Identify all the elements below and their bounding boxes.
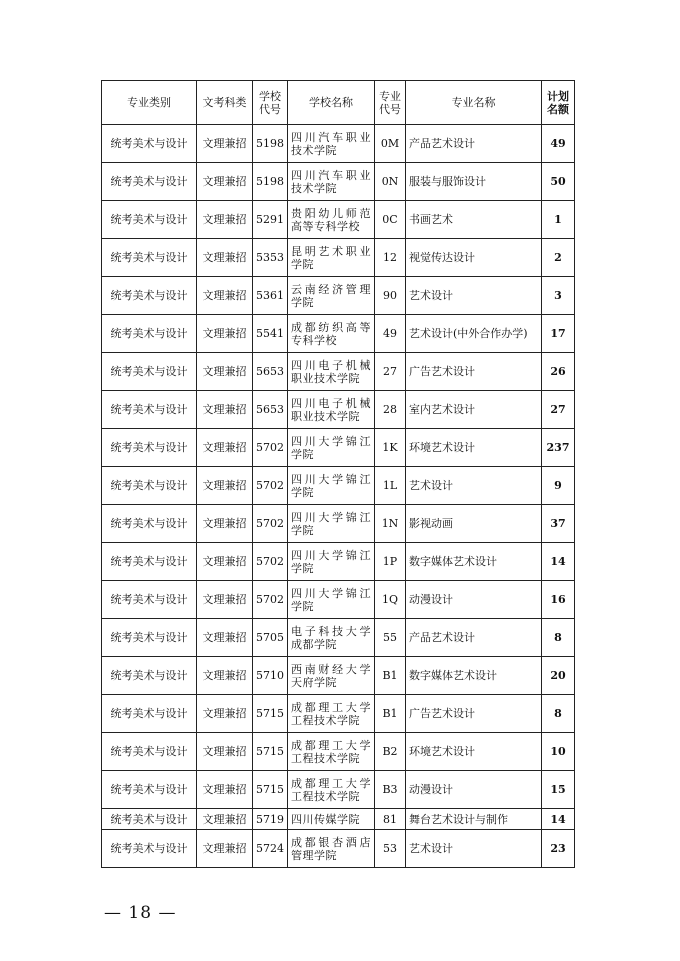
- row-subject: 文理兼招: [197, 163, 253, 201]
- row-major-code: B1: [375, 695, 406, 733]
- header-row: [102, 81, 575, 125]
- row-major-code: 27: [375, 353, 406, 391]
- row-school-name: 四川汽车职业技术学院: [288, 163, 375, 201]
- table-row: [102, 505, 575, 543]
- row-school-code: 5353: [253, 239, 288, 277]
- row-category: 统考美术与设计: [102, 201, 197, 239]
- row-school-code: 5702: [253, 505, 288, 543]
- row-major-code: 81: [375, 809, 406, 830]
- row-subject: 文理兼招: [197, 543, 253, 581]
- row-major-code: 1Q: [375, 581, 406, 619]
- row-major-code: 1N: [375, 505, 406, 543]
- row-major-code: B3: [375, 771, 406, 809]
- table-row: [102, 771, 575, 809]
- row-major-name: 艺术设计: [406, 467, 542, 505]
- row-major-code: 0N: [375, 163, 406, 201]
- row-school-code: 5715: [253, 771, 288, 809]
- row-subject: 文理兼招: [197, 695, 253, 733]
- row-subject: 文理兼招: [197, 277, 253, 315]
- row-subject: 文理兼招: [197, 809, 253, 830]
- row-school-name: 四川大学锦江学院: [288, 429, 375, 467]
- row-subject: 文理兼招: [197, 429, 253, 467]
- row-category: 统考美术与设计: [102, 429, 197, 467]
- header-major-code: 专业代号: [375, 81, 406, 125]
- row-subject: 文理兼招: [197, 619, 253, 657]
- row-school-name: 成都理工大学工程技术学院: [288, 771, 375, 809]
- row-school-code: 5702: [253, 467, 288, 505]
- row-school-code: 5715: [253, 695, 288, 733]
- row-quota: 17: [542, 315, 575, 353]
- row-major-name: 动漫设计: [406, 771, 542, 809]
- row-quota: 50: [542, 163, 575, 201]
- row-school-code: 5715: [253, 733, 288, 771]
- header-category: 专业类别: [102, 81, 197, 125]
- row-major-code: 55: [375, 619, 406, 657]
- row-school-name: 四川大学锦江学院: [288, 467, 375, 505]
- row-subject: 文理兼招: [197, 315, 253, 353]
- row-category: 统考美术与设计: [102, 163, 197, 201]
- row-category: 统考美术与设计: [102, 619, 197, 657]
- row-subject: 文理兼招: [197, 581, 253, 619]
- row-quota: 8: [542, 619, 575, 657]
- row-major-code: 28: [375, 391, 406, 429]
- row-major-code: 53: [375, 830, 406, 868]
- row-school-name: 成都理工大学工程技术学院: [288, 733, 375, 771]
- row-subject: 文理兼招: [197, 505, 253, 543]
- row-school-name: 四川大学锦江学院: [288, 543, 375, 581]
- table-row: [102, 619, 575, 657]
- row-category: 统考美术与设计: [102, 353, 197, 391]
- row-category: 统考美术与设计: [102, 733, 197, 771]
- table-row: [102, 315, 575, 353]
- row-major-name: 舞台艺术设计与制作: [406, 809, 542, 830]
- page-number: — 18 —: [104, 903, 177, 923]
- row-school-code: 5198: [253, 163, 288, 201]
- row-major-name: 书画艺术: [406, 201, 542, 239]
- row-school-code: 5541: [253, 315, 288, 353]
- table-row: [102, 809, 575, 830]
- row-school-code: 5724: [253, 830, 288, 868]
- row-school-code: 5702: [253, 581, 288, 619]
- row-category: 统考美术与设计: [102, 543, 197, 581]
- row-school-code: 5198: [253, 125, 288, 163]
- row-quota: 10: [542, 733, 575, 771]
- row-major-name: 艺术设计: [406, 277, 542, 315]
- row-major-code: 1L: [375, 467, 406, 505]
- row-category: 统考美术与设计: [102, 467, 197, 505]
- table-row: [102, 695, 575, 733]
- row-major-name: 影视动画: [406, 505, 542, 543]
- row-school-code: 5653: [253, 391, 288, 429]
- table-row: [102, 353, 575, 391]
- row-major-name: 动漫设计: [406, 581, 542, 619]
- row-quota: 20: [542, 657, 575, 695]
- row-major-name: 服装与服饰设计: [406, 163, 542, 201]
- row-category: 统考美术与设计: [102, 657, 197, 695]
- row-category: 统考美术与设计: [102, 125, 197, 163]
- row-major-code: 0C: [375, 201, 406, 239]
- table-row: [102, 125, 575, 163]
- row-subject: 文理兼招: [197, 353, 253, 391]
- row-subject: 文理兼招: [197, 733, 253, 771]
- row-category: 统考美术与设计: [102, 315, 197, 353]
- header-subject: 文考科类: [197, 81, 253, 125]
- header-school-name: 学校名称: [288, 81, 375, 125]
- row-major-name: 环境艺术设计: [406, 429, 542, 467]
- header-school-code: 学校代号: [253, 81, 288, 125]
- row-quota: 237: [542, 429, 575, 467]
- row-major-code: B2: [375, 733, 406, 771]
- row-school-name: 昆明艺术职业学院: [288, 239, 375, 277]
- row-quota: 37: [542, 505, 575, 543]
- row-school-name: 成都纺织高等专科学校: [288, 315, 375, 353]
- row-quota: 9: [542, 467, 575, 505]
- row-subject: 文理兼招: [197, 771, 253, 809]
- row-major-name: 艺术设计(中外合作办学): [406, 315, 542, 353]
- row-subject: 文理兼招: [197, 125, 253, 163]
- row-quota: 8: [542, 695, 575, 733]
- row-major-code: 49: [375, 315, 406, 353]
- row-major-code: 1K: [375, 429, 406, 467]
- header-quota: 计划名额: [542, 81, 575, 125]
- row-school-code: 5702: [253, 429, 288, 467]
- row-subject: 文理兼招: [197, 467, 253, 505]
- row-quota: 1: [542, 201, 575, 239]
- row-school-code: 5361: [253, 277, 288, 315]
- row-school-code: 5710: [253, 657, 288, 695]
- row-major-name: 室内艺术设计: [406, 391, 542, 429]
- row-school-name: 四川大学锦江学院: [288, 581, 375, 619]
- row-major-name: 产品艺术设计: [406, 125, 542, 163]
- row-subject: 文理兼招: [197, 391, 253, 429]
- table-row: [102, 163, 575, 201]
- table-row: [102, 429, 575, 467]
- row-school-code: 5702: [253, 543, 288, 581]
- table-row: [102, 830, 575, 868]
- row-major-name: 广告艺术设计: [406, 353, 542, 391]
- row-quota: 26: [542, 353, 575, 391]
- row-category: 统考美术与设计: [102, 695, 197, 733]
- row-category: 统考美术与设计: [102, 391, 197, 429]
- table-row: [102, 201, 575, 239]
- row-major-name: 数字媒体艺术设计: [406, 657, 542, 695]
- row-major-code: B1: [375, 657, 406, 695]
- row-category: 统考美术与设计: [102, 505, 197, 543]
- row-school-name: 电子科技大学成都学院: [288, 619, 375, 657]
- row-major-name: 数字媒体艺术设计: [406, 543, 542, 581]
- enrollment-plan-table: [101, 80, 575, 868]
- row-category: 统考美术与设计: [102, 239, 197, 277]
- row-major-code: 12: [375, 239, 406, 277]
- row-school-name: 成都理工大学工程技术学院: [288, 695, 375, 733]
- row-quota: 27: [542, 391, 575, 429]
- row-major-code: 90: [375, 277, 406, 315]
- row-school-name: 四川电子机械职业技术学院: [288, 353, 375, 391]
- row-quota: 15: [542, 771, 575, 809]
- row-category: 统考美术与设计: [102, 771, 197, 809]
- row-quota: 14: [542, 809, 575, 830]
- row-major-name: 产品艺术设计: [406, 619, 542, 657]
- row-school-name: 四川传媒学院: [288, 809, 375, 830]
- row-quota: 23: [542, 830, 575, 868]
- row-school-name: 西南财经大学天府学院: [288, 657, 375, 695]
- table-row: [102, 733, 575, 771]
- row-major-name: 视觉传达设计: [406, 239, 542, 277]
- row-major-name: 广告艺术设计: [406, 695, 542, 733]
- table-row: [102, 657, 575, 695]
- row-subject: 文理兼招: [197, 830, 253, 868]
- table-row: [102, 239, 575, 277]
- row-school-code: 5653: [253, 353, 288, 391]
- row-school-name: 成都银杏酒店管理学院: [288, 830, 375, 868]
- row-school-name: 云南经济管理学院: [288, 277, 375, 315]
- row-category: 统考美术与设计: [102, 581, 197, 619]
- row-school-code: 5719: [253, 809, 288, 830]
- row-major-code: 0M: [375, 125, 406, 163]
- row-subject: 文理兼招: [197, 201, 253, 239]
- row-major-name: 艺术设计: [406, 830, 542, 868]
- table-row: [102, 543, 575, 581]
- row-school-code: 5705: [253, 619, 288, 657]
- row-quota: 49: [542, 125, 575, 163]
- row-school-code: 5291: [253, 201, 288, 239]
- row-major-code: 1P: [375, 543, 406, 581]
- row-school-name: 四川电子机械职业技术学院: [288, 391, 375, 429]
- row-quota: 16: [542, 581, 575, 619]
- row-school-name: 四川汽车职业技术学院: [288, 125, 375, 163]
- row-subject: 文理兼招: [197, 657, 253, 695]
- header-major-name: 专业名称: [406, 81, 542, 125]
- table-row: [102, 581, 575, 619]
- row-school-name: 贵阳幼儿师范高等专科学校: [288, 201, 375, 239]
- row-subject: 文理兼招: [197, 239, 253, 277]
- row-quota: 14: [542, 543, 575, 581]
- row-category: 统考美术与设计: [102, 830, 197, 868]
- row-category: 统考美术与设计: [102, 277, 197, 315]
- row-quota: 2: [542, 239, 575, 277]
- table-row: [102, 277, 575, 315]
- row-category: 统考美术与设计: [102, 809, 197, 830]
- row-school-name: 四川大学锦江学院: [288, 505, 375, 543]
- row-major-name: 环境艺术设计: [406, 733, 542, 771]
- table-row: [102, 391, 575, 429]
- row-quota: 3: [542, 277, 575, 315]
- table-row: [102, 467, 575, 505]
